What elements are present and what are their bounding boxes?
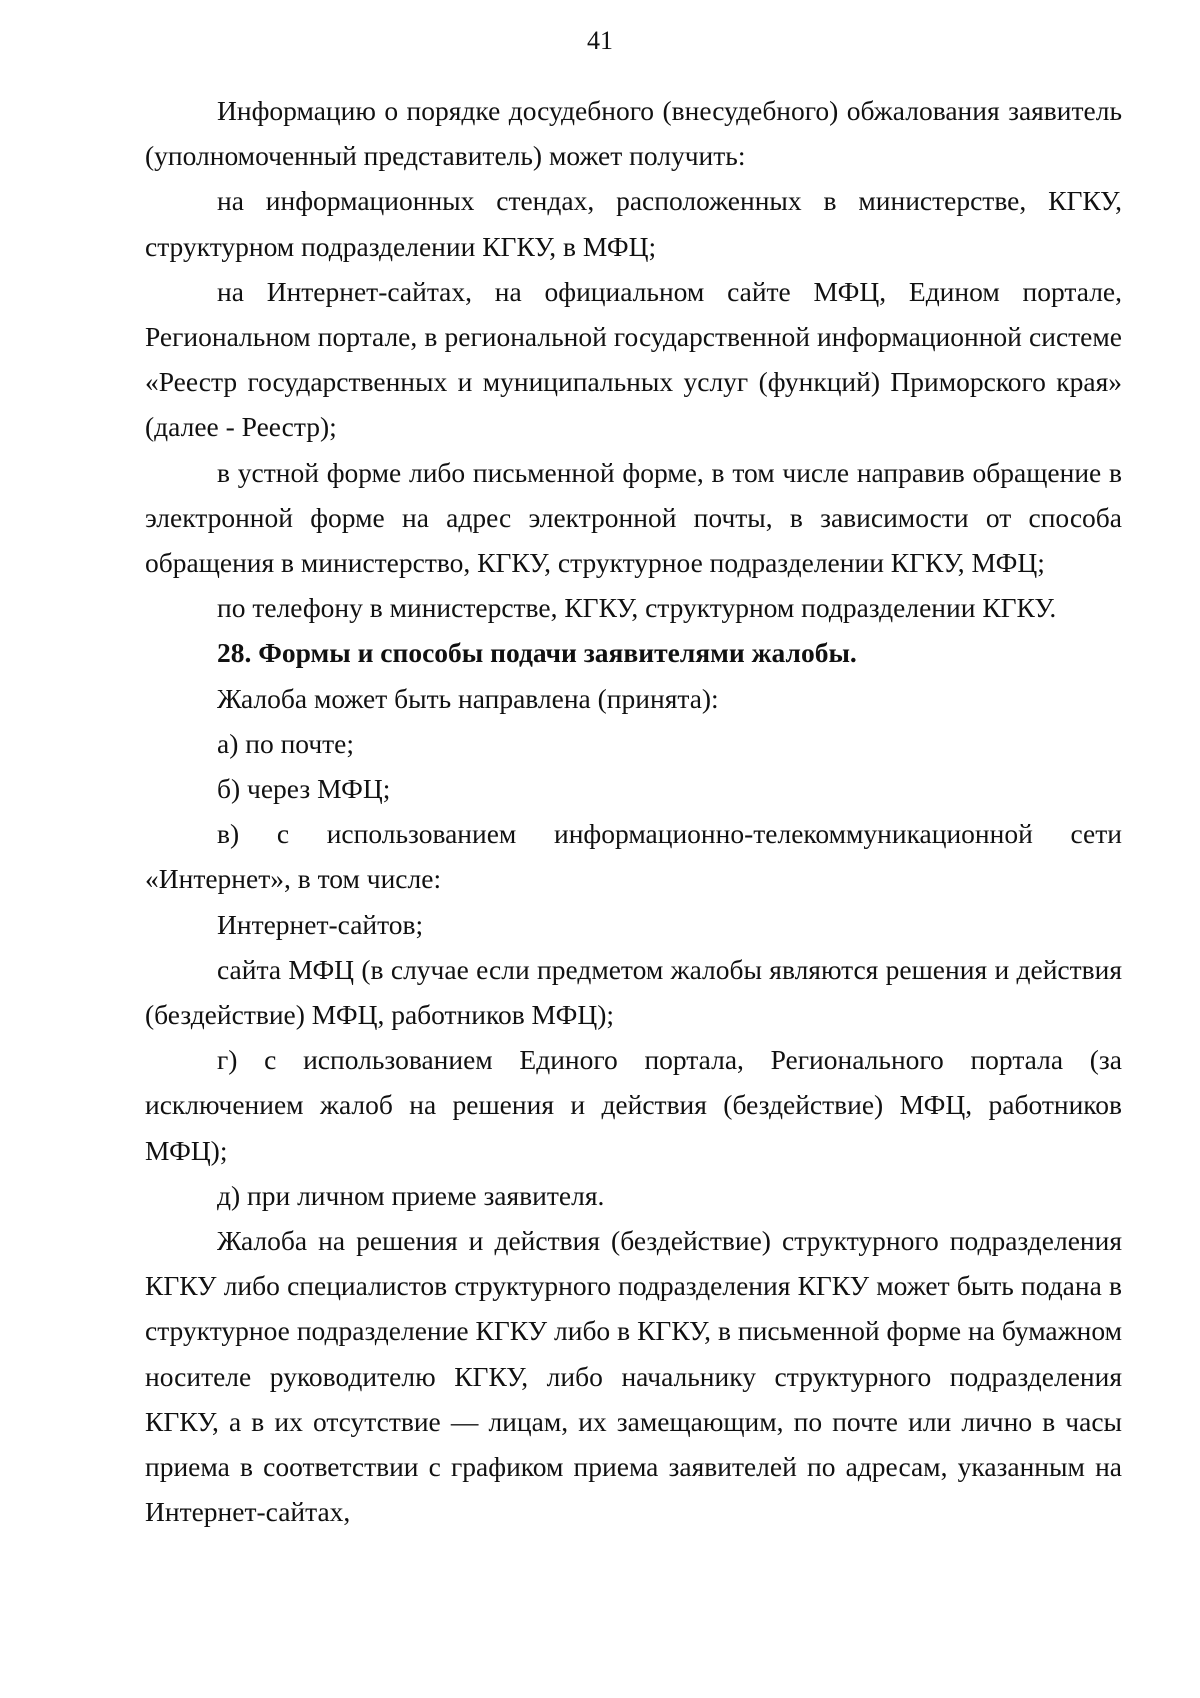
- paragraph-internet-sites: на Интернет-сайтах, на официальном сайте МФЦ, Едином портале, Региональном портале, в региональной государственной информационной системе «Реестр государственных и муниципальных услуг (функций) Приморского края» (далее - Реестр);: [145, 275, 1122, 443]
- section-heading-28: 28. Формы и способы подачи заявителями жалобы.: [217, 637, 857, 669]
- list-item-c-internet: в) с использованием информационно-телекоммуникационной сети «Интернет», в том числе:: [145, 818, 1122, 895]
- paragraph-info-stands: на информационных стендах, расположенных в министерстве, КГКУ, структурном подразделении КГКУ, в МФЦ;: [145, 185, 1122, 262]
- paragraph-internet-sites-item: Интернет-сайтов;: [217, 908, 424, 940]
- list-item-g-portals: г) с использованием Единого портала, Регионального портала (за исключением жалоб на решения и действия (бездействие) МФЦ, работников МФЦ);: [145, 1044, 1122, 1166]
- paragraph-by-phone: по телефону в министерстве, КГКУ, структурном подразделении КГКУ.: [217, 592, 1057, 624]
- paragraph-complaint-info-intro: Информацию о порядке досудебного (внесудебного) обжалования заявитель (уполномоченный представитель) может получить:: [145, 95, 1122, 172]
- list-item-d-personal-reception: д) при личном приеме заявителя.: [217, 1179, 605, 1211]
- list-item-b-via-mfc: б) через МФЦ;: [217, 773, 391, 805]
- paragraph-complaint-may-be-sent: Жалоба может быть направлена (принята):: [217, 682, 719, 714]
- document-body: [145, 88, 1122, 1535]
- page-number: 41: [587, 26, 613, 55]
- paragraph-complaint-on-kgku: Жалоба на решения и действия (бездействие) структурного подразделения КГКУ либо специалистов структурного подразделения КГКУ может быть подана в структурное подразделение КГКУ либо в КГКУ, в письменной форме на бумажном носителе руководителю КГКУ, либо начальнику структурного подразделения КГКУ, а в их отсутствие — лицам, их замещающим, по почте или лично в часы приема в соответствии с графиком приема заявителей по адресам, указанным на Интернет-сайтах,: [145, 1225, 1122, 1528]
- paragraph-oral-written-form: в устной форме либо письменной форме, в том числе направив обращение в электронной форме на адрес электронной почты, в зависимости от способа обращения в министерство, КГКУ, структурное подразделении КГКУ, МФЦ;: [145, 456, 1122, 579]
- list-item-a-by-mail: а) по почте;: [217, 727, 355, 759]
- paragraph-mfc-site: сайта МФЦ (в случае если предметом жалобы являются решения и действия (бездействие) МФЦ, работников МФЦ);: [145, 953, 1122, 1031]
